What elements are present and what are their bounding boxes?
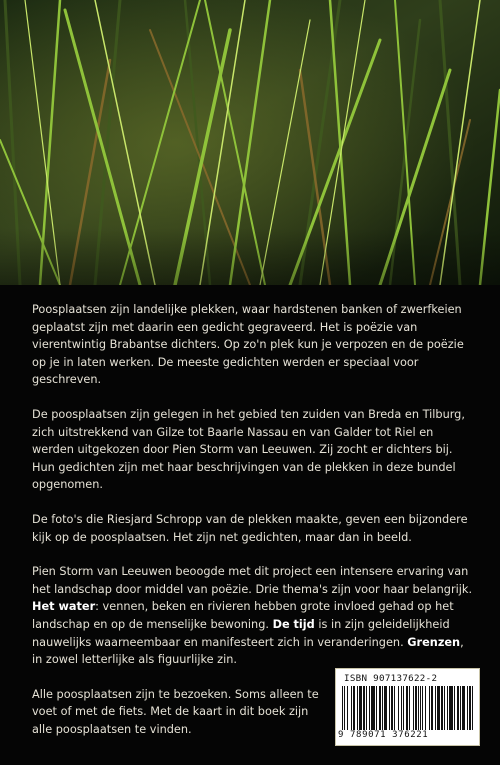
barcode-label (335, 668, 480, 746)
themes-intro: Pien Storm van Leeuwen beoogde met dit project een intensere ervaring van het landschap door middel van poëzie. Drie thema's zijn voor haar belangrijk. (32, 565, 473, 596)
paragraph-themes (32, 563, 477, 669)
theme-grenzen-label: Grenzen (407, 635, 461, 649)
paragraph-location: De poosplaatsen zijn gelegen in het gebied ten zuiden van Breda en Tilburg, zich uitstrekkend van Gilze tot Baarle Nassau en van Galder tot Riel en werden uitgekozen door Pien Storm van Leeuwen. Zij zocht er dichters bij. Hun gedichten zijn met haar beschrijvingen van de plekken in deze bundel opgenomen. (32, 407, 465, 492)
theme-grenzen-text: , in zowel letterlijke als figuurlijke zin. (32, 635, 464, 667)
theme-water-label: Het water (32, 600, 96, 614)
paragraph-closing: Alle poosplaatsen zijn te bezoeken. Soms alleen te voet of met de fiets. Met de kaart in dit boek zijn alle poosplaatsen te vinden. (32, 687, 319, 736)
isbn-number: ISBN 907137622-2 (344, 673, 438, 684)
ean-digits: 9 789071 376221 (338, 730, 429, 740)
paragraph-photos: De foto's die Riesjard Schropp van de plekken maakte, geven een bijzondere kijk op de poosplaatsen. Het zijn net gedichten, maar dan in beeld. (32, 512, 468, 544)
theme-tijd-text: is in zijn geleidelijkheid nauwelijks waarneembaar en manifesteert zich in veranderingen. (32, 617, 450, 649)
grass-photo (0, 0, 500, 285)
paragraph-intro: Poosplaatsen zijn landelijke plekken, waar hardstenen banken of zwerfkeien geplaatst zijn met daarin een gedicht gegraveerd. Het is poëzie van vierentwintig Brabantse dichters. Op zo'n plek kun je verpozen en de poëzie op je in laten werken. De meeste gedichten werden er speciaal voor geschreven. (32, 303, 464, 387)
barcode-icon (342, 686, 473, 730)
theme-water-text: : vennen, beken en rivieren hebben grote invloed gehad op het landschap en op de menselijke bewoning. (32, 600, 454, 631)
theme-tijd-label: De tijd (272, 617, 315, 631)
